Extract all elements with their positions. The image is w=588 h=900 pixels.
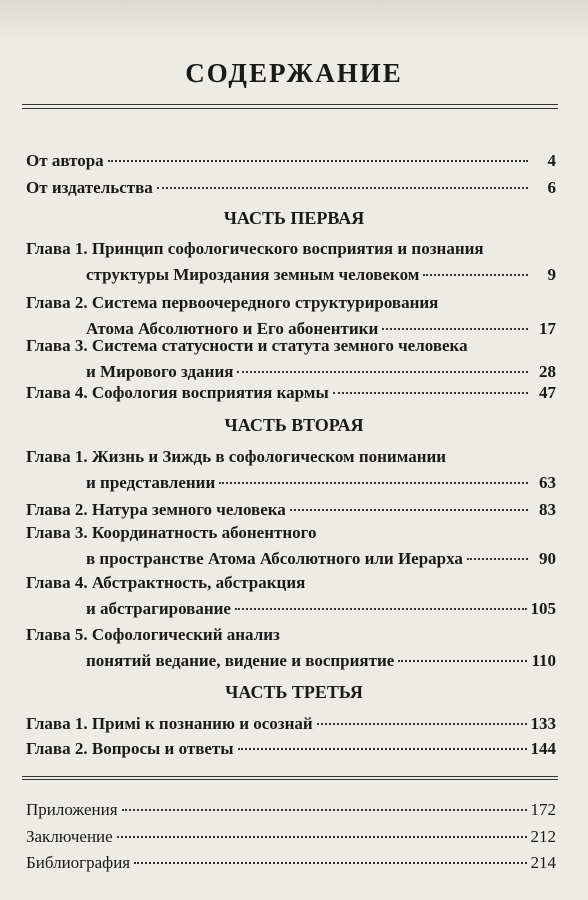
entry-label: Глава 1. Принцип софологического восприятия и познания	[26, 239, 484, 258]
toc-entry-p2-ch5[interactable]	[26, 622, 556, 674]
title-underline-2	[22, 108, 558, 109]
entry-page: 17	[539, 319, 556, 338]
entry-page: 6	[547, 178, 556, 197]
entry-page: 9	[547, 265, 556, 284]
page-top-shadow	[0, 0, 588, 40]
entry-label-cont: и Мирового здания	[86, 362, 234, 381]
entry-label-cont: структуры Мироздания земным человеком	[86, 265, 420, 284]
toc-entry-p3-ch1[interactable]	[26, 711, 556, 737]
section-divider-2	[22, 779, 558, 780]
entry-label: Глава 3. Система статусности и статута земного человека	[26, 336, 468, 355]
section-divider	[22, 776, 558, 777]
entry-page: 144	[530, 739, 556, 758]
entry-label: Библиография	[26, 853, 131, 872]
page-title: СОДЕРЖАНИЕ	[185, 58, 403, 88]
toc-entry-p2-ch1[interactable]	[26, 444, 556, 496]
entry-page: 212	[530, 827, 556, 846]
entry-label-cont: и представлении	[86, 473, 216, 492]
toc-entry-front-1[interactable]	[26, 148, 556, 174]
entry-label: Приложения	[26, 800, 118, 819]
title-underline	[22, 104, 558, 105]
toc-entry-back-3[interactable]	[26, 850, 556, 876]
entry-page: 105	[530, 599, 556, 618]
entry-label: Глава 1. Жизнь и Зиждь в софологическом понимании	[26, 447, 447, 466]
entry-label-cont: Атома Абсолютного и Его абонентики	[86, 319, 379, 338]
toc-entry-back-1[interactable]	[26, 797, 556, 823]
entry-page: 47	[539, 383, 556, 402]
toc-entry-p3-ch2[interactable]	[26, 736, 556, 762]
entry-page: 63	[539, 473, 556, 492]
part-heading-2: ЧАСТЬ ВТОРАЯ	[224, 415, 364, 435]
entry-page: 90	[539, 549, 556, 568]
entry-page: 214	[530, 853, 556, 872]
entry-label: Глава 2. Натура земного человека	[26, 500, 286, 519]
entry-label: Глава 1. Примi к познанию и осознай	[26, 714, 313, 733]
entry-label: Глава 2. Вопросы и ответы	[26, 739, 234, 758]
toc-entry-p1-ch4[interactable]	[26, 380, 556, 406]
entry-page: 28	[539, 362, 556, 381]
toc-entry-p2-ch3[interactable]	[26, 520, 556, 572]
entry-label: Глава 5. Софологический анализ	[26, 625, 280, 644]
entry-label: Заключение	[26, 827, 113, 846]
entry-label-cont: и абстрагирование	[86, 599, 231, 618]
entry-label-cont: в пространстве Атома Абсолютного или Иерарха	[86, 549, 463, 568]
entry-page: 4	[547, 151, 556, 170]
toc-entry-p1-ch3[interactable]	[26, 333, 556, 385]
entry-label: Глава 4. Софология восприятия кармы	[26, 383, 329, 402]
entry-page: 172	[530, 800, 556, 819]
entry-label: Глава 4. Абстрактность, абстракция	[26, 573, 306, 592]
entry-page: 110	[531, 651, 556, 670]
entry-page: 83	[539, 500, 556, 519]
toc-entry-p2-ch4[interactable]	[26, 570, 556, 622]
entry-label: От издательства	[26, 178, 153, 197]
entry-label-cont: понятий ведание, видение и восприятие	[86, 651, 395, 670]
toc-entry-back-2[interactable]	[26, 824, 556, 850]
entry-label: Глава 3. Координатность абонентного	[26, 523, 317, 542]
entry-label: От автора	[26, 151, 104, 170]
entry-label: Глава 2. Система первоочередного структурирования	[26, 293, 439, 312]
toc-entry-front-2[interactable]	[26, 175, 556, 201]
part-heading-1: ЧАСТЬ ПЕРВАЯ	[223, 208, 365, 228]
entry-page: 133	[530, 714, 556, 733]
toc-entry-p1-ch1[interactable]	[26, 236, 556, 288]
part-heading-3: ЧАСТЬ ТРЕТЬЯ	[225, 682, 363, 702]
